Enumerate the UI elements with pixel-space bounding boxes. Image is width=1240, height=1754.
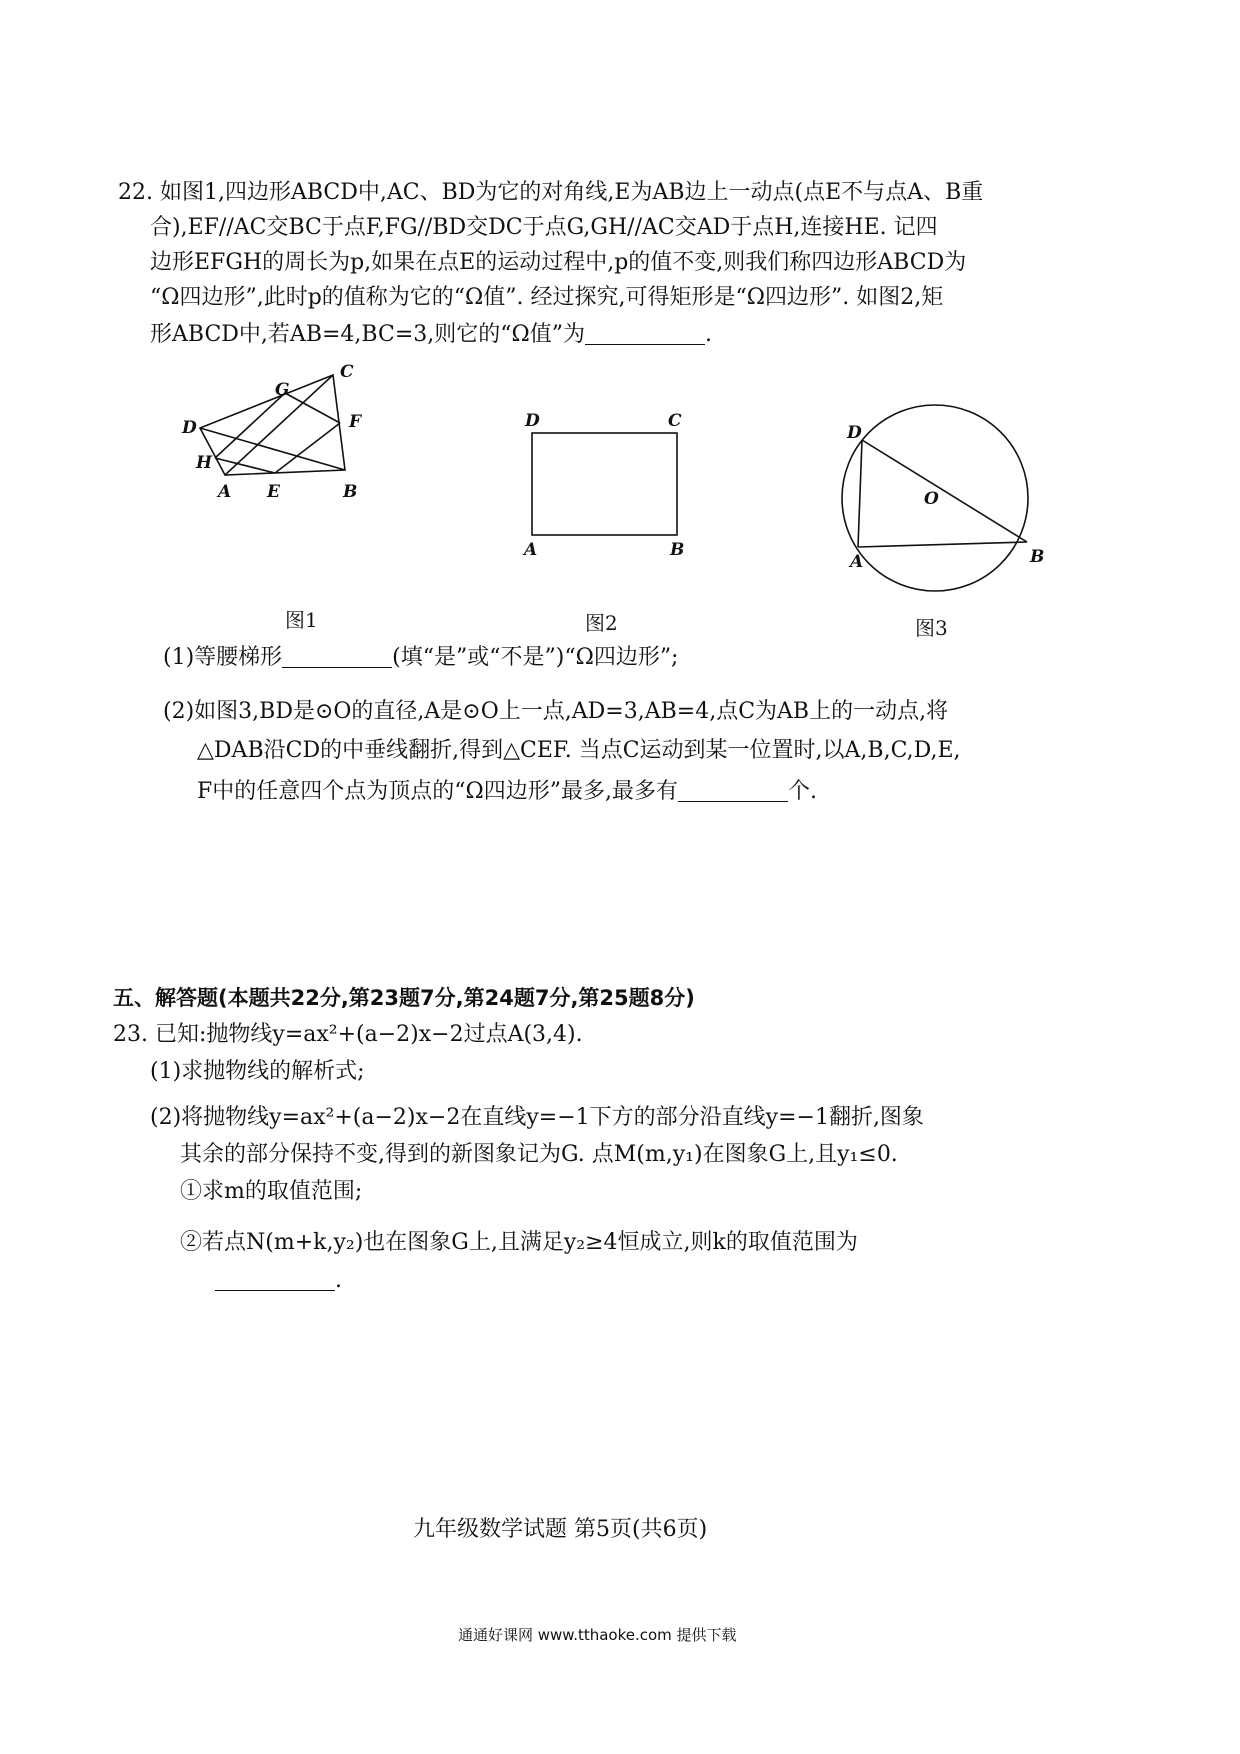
figure-2-caption: 图2 [585,611,618,635]
segment-fg [285,393,340,423]
diameter-bd [862,440,1027,542]
q22-line-5-end: . [704,322,712,347]
label-e: E [267,482,280,502]
label-f: F [349,412,362,432]
q22-sub2-line-3 [197,777,817,807]
label-h: H [196,453,213,473]
label-b: B [1030,547,1045,567]
figure-3-caption: 图3 [915,616,948,640]
q22-line-5-text: 形ABCD中,若AB=4,BC=3,则它的“Ω值”为 [150,322,585,347]
rectangle-abcd [532,433,677,535]
label-g: G [275,380,290,400]
figure-2-rectangle [510,405,710,555]
label-a: A [524,540,538,555]
q23-sub1: (1)求抛物线的解析式; [150,1059,365,1084]
label-a: A [850,552,864,572]
q23-part-2-end: . [335,1268,342,1293]
answer-blank-isosceles-trapezoid[interactable] [282,645,392,668]
segment-ad [858,440,862,547]
figure-1-quadrilateral [180,360,380,510]
figure-3-circle [835,400,1065,600]
segment-gh [215,393,285,458]
q22-sub1-text: (1)等腰梯形 [163,645,283,670]
diagonal-bd [200,428,345,470]
page-footer: 九年级数学试题 第5页(共6页) [413,1517,708,1542]
q23-sub2-line-1: (2)将抛物线y=ax²+(a−2)x−2在直线y=−1下方的部分沿直线y=−1翻折,图象 [150,1105,924,1130]
label-a: A [218,482,232,502]
label-b: B [670,540,685,555]
label-d: D [847,423,862,443]
q22-line-4: “Ω四边形”,此时p的值称为它的“Ω值”. 经过探究,可得矩形是“Ω四边形”. 如图2,矩 [150,285,944,310]
answer-blank-k-range[interactable] [215,1268,335,1291]
segment-ab [858,542,1027,547]
q23-line-1: 23. 已知:抛物线y=ax²+(a−2)x−2过点A(3,4). [113,1022,583,1047]
q23-part-2: ②若点N(m+k,y₂)也在图象G上,且满足y₂≥4恒成立,则k的取值范围为 [180,1230,858,1255]
q22-sub2-line-1: (2)如图3,BD是⊙O的直径,A是⊙O上一点,AD=3,AB=4,点C为AB上的一动点,将 [163,699,949,724]
answer-blank-max-count[interactable] [678,779,788,802]
label-d: D [525,411,540,431]
label-b: B [343,482,358,502]
q23-sub2-line-2: 其余的部分保持不变,得到的新图象记为G. 点M(m,y₁)在图象G上,且y₁≤0. [180,1142,898,1167]
answer-blank-omega-value[interactable] [585,322,705,345]
q22-line-2: 合),EF//AC交BC于点F,FG//BD交DC于点G,GH//AC交AD于点H,连接HE. 记四 [150,215,938,240]
q22-sub2-line-2: △DAB沿CD的中垂线翻折,得到△CEF. 当点C运动到某一位置时,以A,B,C,D,E, [197,738,961,763]
q22-line-5 [150,320,712,350]
q22-line-1: 22. 如图1,四边形ABCD中,AC、BD为它的对角线,E为AB边上一动点(点E不与点A、B重 [118,180,984,205]
q23-part-2-answer [215,1266,342,1296]
download-credit: 通通好课网 www.tthaoke.com 提供下载 [458,1626,737,1644]
label-d: D [182,418,197,438]
q22-line-3: 边形EFGH的周长为p,如果在点E的运动过程中,p的值不变,则我们称四边形ABCD为 [150,250,967,275]
section-5-title: 五、解答题(本题共22分,第23题7分,第24题7分,第25题8分) [113,986,695,1010]
q22-sub2-line-3-text: F中的任意四个点为顶点的“Ω四边形”最多,最多有 [197,779,678,804]
figure-1-caption: 图1 [285,608,318,632]
label-o: O [924,489,939,509]
q22-sub2-line-3-end: 个. [788,779,817,804]
label-c: C [668,411,682,431]
segment-he [215,458,275,473]
label-c: C [340,362,354,382]
q22-sub1 [163,643,678,673]
q22-sub1-tail: (填“是”或“不是”)“Ω四边形”; [392,645,679,670]
q23-part-1: ①求m的取值范围; [180,1179,363,1204]
